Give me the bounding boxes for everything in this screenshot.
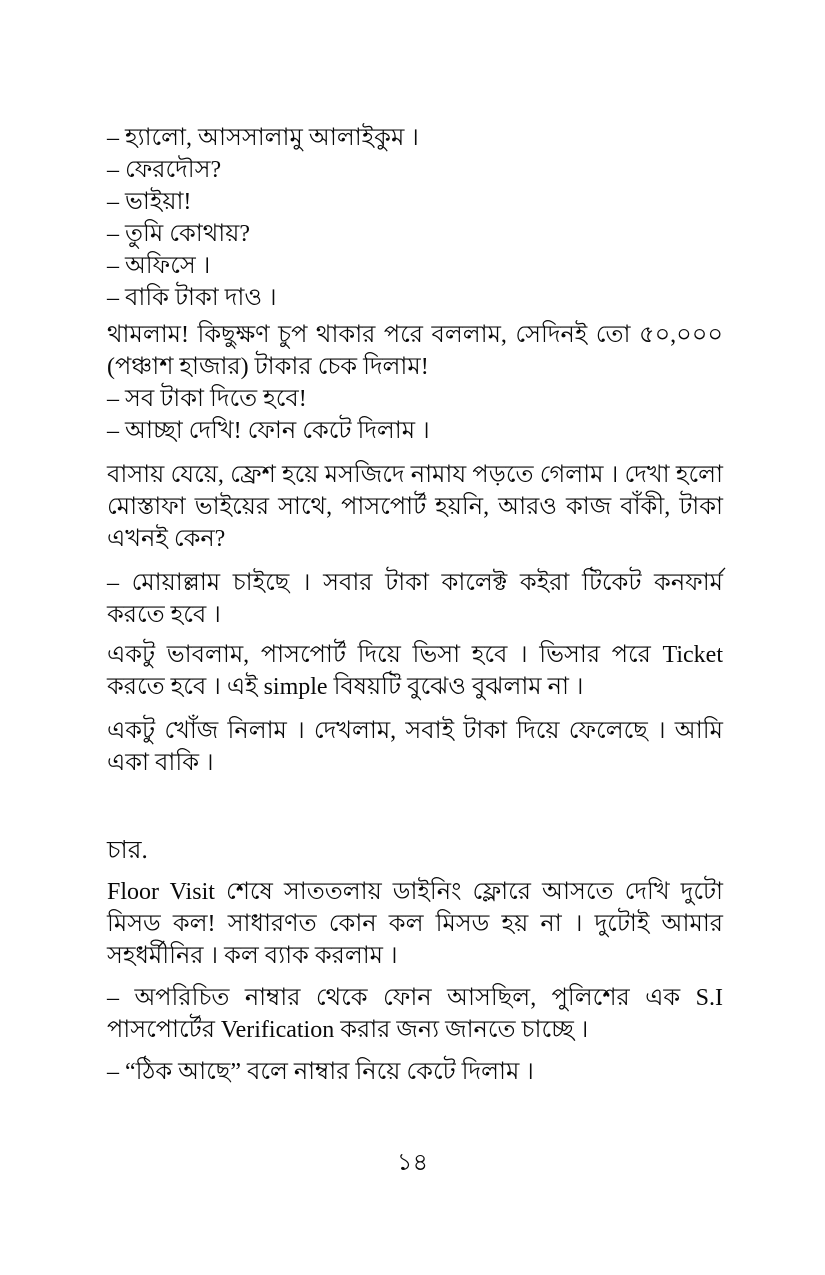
body-paragraph: – মোয়াল্লাম চাইছে । সবার টাকা কালেক্ট কইরা টিকেট কনফার্ম করতে হবে । — [107, 570, 723, 628]
dialogue-line: – ভাইয়া! — [107, 189, 192, 215]
dialogue-line: – আচ্ছা দেখি! ফোন কেটে দিলাম । — [107, 418, 430, 444]
dialogue-line: – সব টাকা দিতে হবে! — [107, 386, 307, 412]
body-paragraph: – “ঠিক আছে” বলে নাম্বার নিয়ে কেটে দিলাম । — [107, 1059, 534, 1085]
section-heading: চার. — [107, 837, 148, 864]
body-paragraph: – অপরিচিত নাম্বার থেকে ফোন আসছিল, পুলিশের এক S.I পাসপোর্টের Verification করার জন্য জানতে চাচ্ছে । — [107, 985, 723, 1043]
dialogue-line: – অফিসে । — [107, 253, 211, 279]
page-number: ১৪ — [396, 1150, 429, 1176]
body-paragraph: একটু ভাবলাম, পাসপোর্ট দিয়ে ভিসা হবে । ভিসার পরে Ticket করতে হবে । এই simple বিষয়টি বুঝেও বুঝলাম না । — [107, 642, 723, 700]
body-paragraph: একটু খোঁজ নিলাম । দেখলাম, সবাই টাকা দিয়ে ফেলেছে । আমি একা বাকি । — [107, 718, 723, 776]
body-paragraph: Floor Visit শেষে সাততলায় ডাইনিং ফ্লোরে আসতে দেখি দুটো মিসড কল! সাধারণত কোন কল মিসড হয় না । দুটোই আমার সহধর্মীনির । কল ব্যাক করলাম । — [107, 879, 723, 969]
dialogue-line: – বাকি টাকা দাও । — [107, 285, 277, 311]
dialogue-line: – হ্যালো, আসসালামু আলাইকুম । — [107, 125, 419, 151]
dialogue-line: – ফেরদৌস? — [107, 157, 222, 183]
body-paragraph: থামলাম! কিছুক্ষণ চুপ থাকার পরে বললাম, সেদিনই তো ৫০,০০০ (পঞ্চাশ হাজার) টাকার চেক দিলাম! — [107, 322, 723, 380]
dialogue-line: – তুমি কোথায়? — [107, 221, 250, 247]
page-content — [107, 122, 723, 1088]
body-paragraph: বাসায় যেয়ে, ফ্রেশ হয়ে মসজিদে নামায পড়তে গেলাম । দেখা হলো মোস্তাফা ভাইয়ের সাথে, পাসপোর্ট হয়নি, আরও কাজ বাঁকী, টাকা এখনই কেন? — [107, 462, 723, 552]
